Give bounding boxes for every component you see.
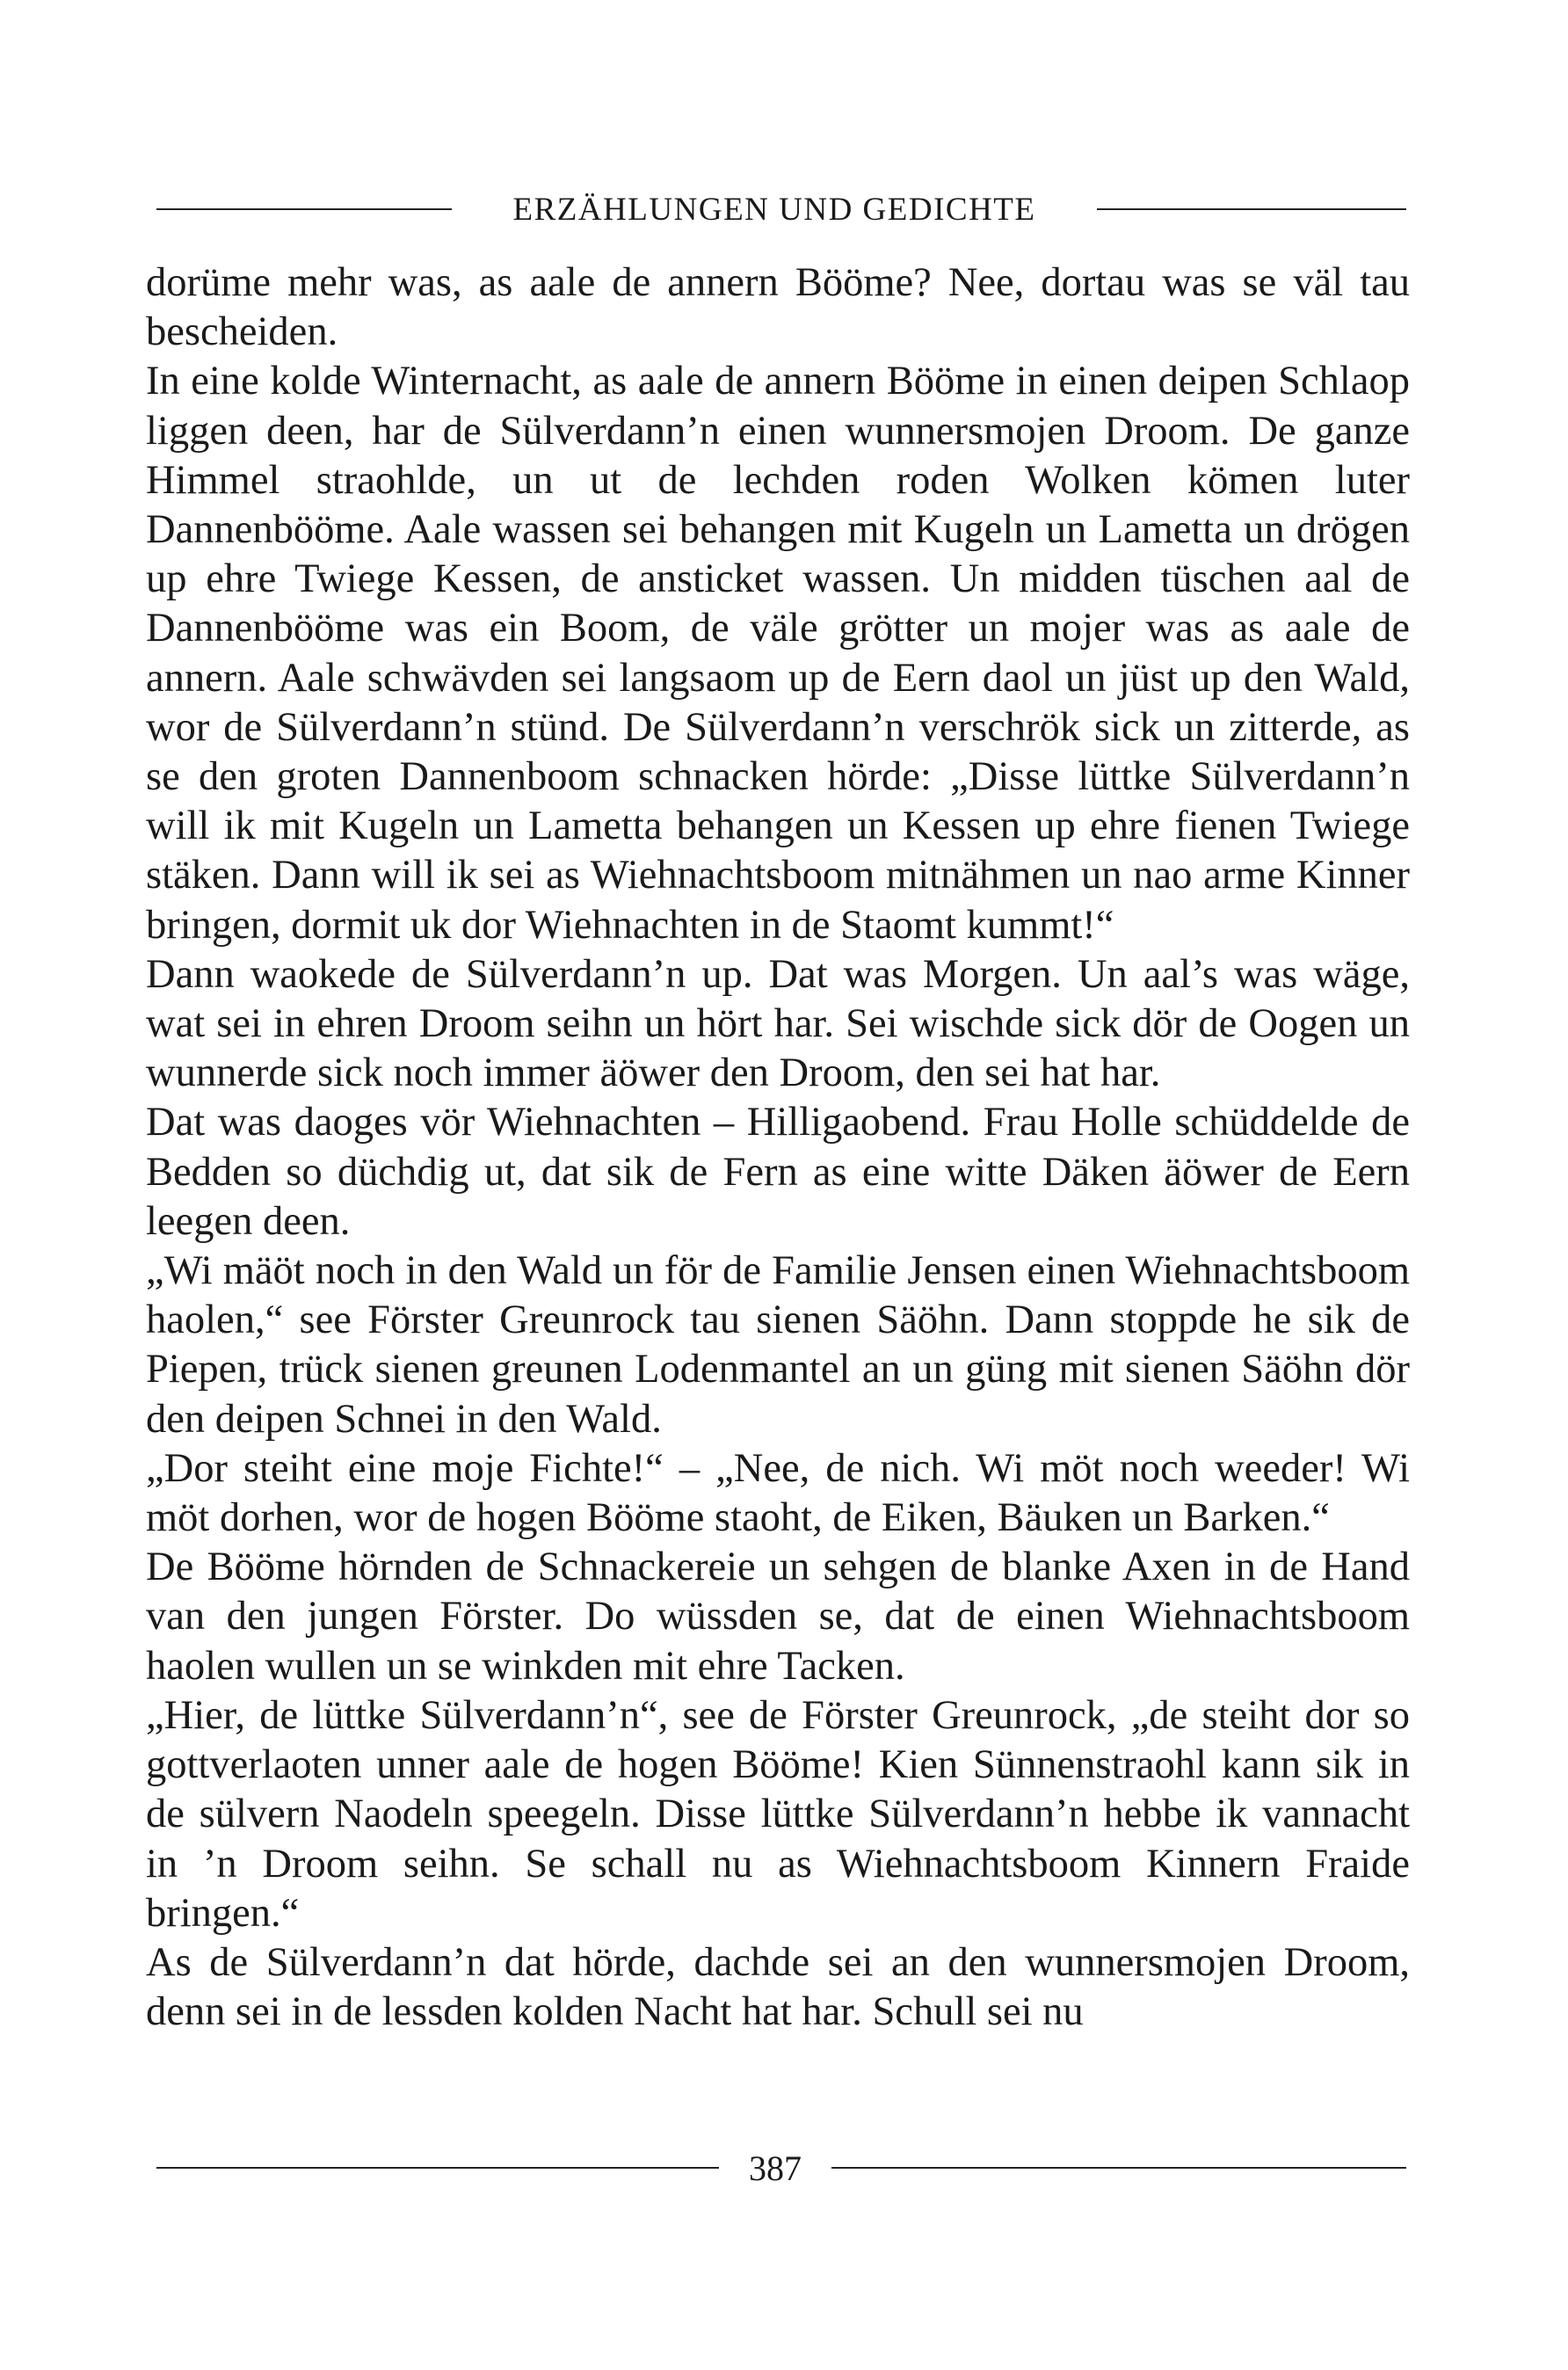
paragraph: In eine kolde Winternacht, as aale de annern Bööme in einen deipen Schlaop liggen deen, har de Sülverdann’n einen wunnersmojen Droom. De ganze Himmel straohlde, un ut de lechden roden Wolken kömen luter Dannenbööme. Aale wassen sei behangen mit Kugeln un Lametta un drögen up ehre Twiege Kessen, de ansticket wassen. Un midden tüschen aal de Dannenbööme was ein Boom, de väle grötter un mojer was as aale de annern. Aale schwävden sei langsaom up de Eern daol un jüst up den Wald, wor de Sülverdann’n stünd. De Sülverdann’n verschrök sick un zitterde, as se den groten Dannenboom schnacken hörde: „Disse lüttke Sülverdann’n will ik mit Kugeln un Lametta behangen un Kessen up ehre fienen Twiege stäken. Dann will ik sei as Wiehnachtsboom mitnähmen un nao arme Kinner bringen, dormit uk dor Wiehnachten in de Staomt kummt!“ xyxy=(146,359,1410,948)
paragraph: Dann waokede de Sülverdann’n up. Dat was Morgen. Un aal’s was wäge, wat sei in ehren Droom seihn un hört har. Sei wischde sick dör de Oogen un wunnerde sick noch immer äöwer den Droom, den sei hat har. xyxy=(146,951,1410,1096)
paragraph: „Wi mäöt noch in den Wald un för de Familie Jensen einen Wiehnachtsboom haolen,“ see Förster Greunrock tau sienen Säöhn. Dann stoppde he sik de Piepen, trück sienen greunen Lodenmantel an un güng mit sienen Säöhn dör den deipen Schnei in den Wald. xyxy=(146,1248,1410,1442)
story-text xyxy=(146,258,1410,2037)
running-title: ERZÄHLUNGEN UND GEDICHTE xyxy=(512,191,1036,228)
paragraph: As de Sülverdann’n dat hörde, dachde sei an den wunnersmojen Droom, denn sei in de lessden kolden Nacht hat har. Schull sei nu xyxy=(146,1939,1410,2035)
page-number: 387 xyxy=(749,2148,802,2188)
footer-rule-right xyxy=(831,2167,1406,2169)
paragraph: „Hier, de lüttke Sülverdann’n“, see de Förster Greunrock, „de steiht dor so gottverlaoten unner aale de hogen Bööme! Kien Sünnenstraohl kann sik in de sülvern Naodeln speegeln. Disse lüttke Sülverdann’n hebbe ik vannacht in ’n Droom seihn. Se schall nu as Wiehnachtsboom Kinnern Fraide bringen.“ xyxy=(146,1692,1410,1936)
running-header xyxy=(156,185,1406,234)
paragraph: De Bööme hörnden de Schnackereie un sehgen de blanke Axen in de Hand van den jungen Förster. Do wüssden se, dat de einen Wiehnachtsboom haolen wullen un se winkden mit ehre Tacken. xyxy=(146,1545,1410,1689)
paragraph: „Dor steiht eine moje Fichte!“ – „Nee, de nich. Wi möt noch weeder! Wi möt dorhen, wor de hogen Bööme staoht, de Eiken, Bäuken un Barken.“ xyxy=(146,1445,1410,1541)
footer-rule-left xyxy=(156,2167,719,2169)
page-footer xyxy=(156,2143,1406,2192)
paragraph: Dat was daoges vör Wiehnachten – Hilligaobend. Frau Holle schüddelde de Bedden so düchdig ut, dat sik de Fern as eine witte Däken äöwer de Eern leegen deen. xyxy=(146,1100,1410,1244)
paragraph: dorüme mehr was, as aale de annern Bööme? Nee, dortau was se väl tau bescheiden. xyxy=(146,260,1410,355)
header-rule-right xyxy=(1097,208,1406,210)
header-rule-left xyxy=(156,208,452,210)
